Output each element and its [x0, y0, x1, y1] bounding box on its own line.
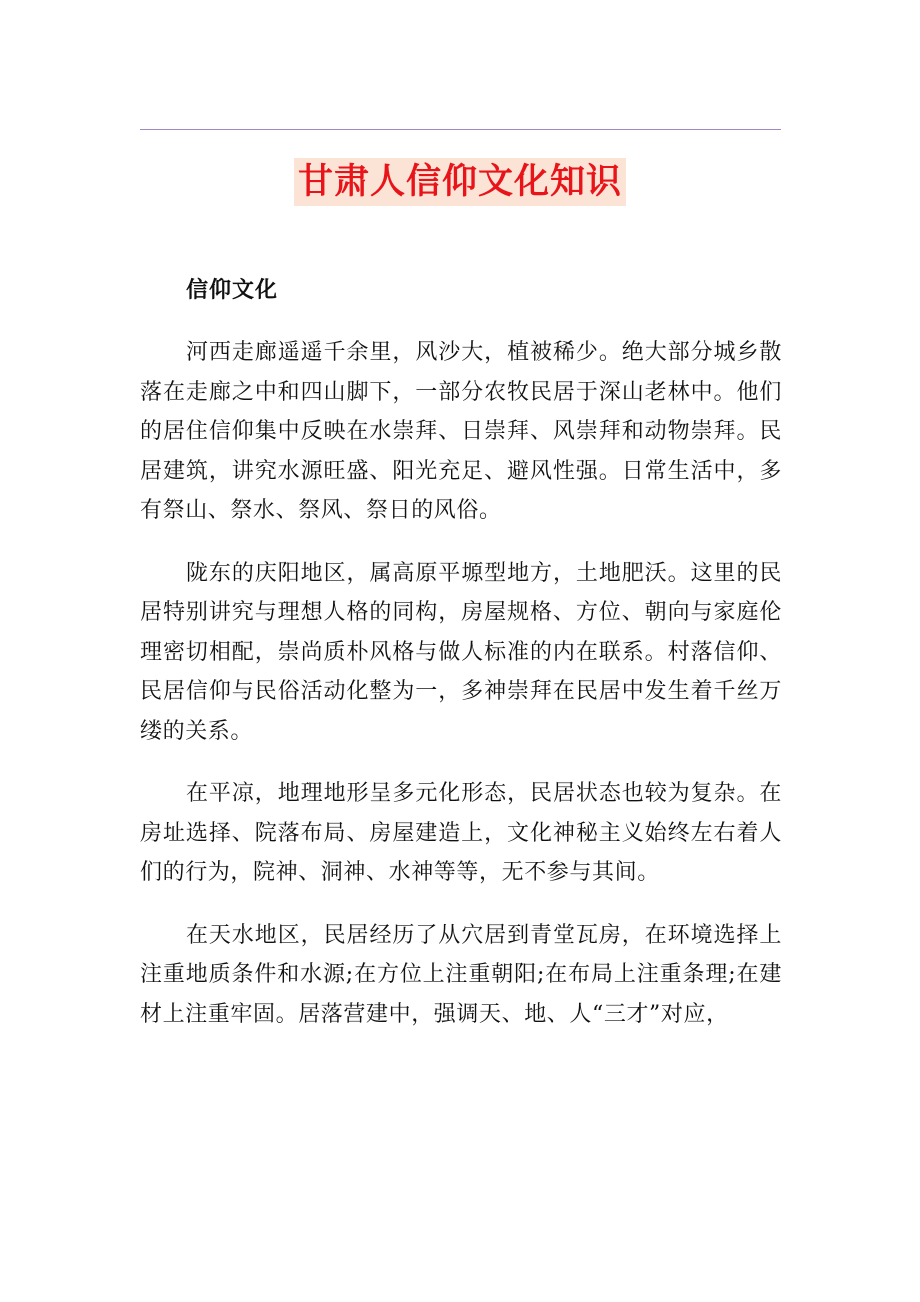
- document-title: 甘肃人信仰文化知识: [294, 158, 626, 206]
- title-container: [0, 158, 920, 206]
- header-rule: [140, 129, 781, 130]
- document-body: [140, 270, 782, 1034]
- paragraph-pingliang: 在平凉，地理地形呈多元化形态，民居状态也较为复杂。在房址选择、院落布局、房屋建造上，文化神秘主义始终左右着人们的行为，院神、洞神、水神等等，无不参与其间。: [140, 781, 782, 885]
- paragraph-hexi: 河西走廊遥遥千余里，风沙大，植被稀少。绝大部分城乡散落在走廊之中和四山脚下，一部分农牧民居于深山老林中。他们的居住信仰集中反映在水崇拜、日崇拜、风崇拜和动物崇拜。民居建筑，讲究水源旺盛、阳光充足、避风性强。日常生活中，多有祭山、祭水、祭风、祭日的风俗。: [140, 340, 782, 523]
- paragraph-longdong: 陇东的庆阳地区，属高原平塬型地方，土地肥沃。这里的民居特别讲究与理想人格的同构，房屋规格、方位、朝向与家庭伦理密切相配，崇尚质朴风格与做人标准的内在联系。村落信仰、民居信仰与民俗活动化整为一，多神崇拜在民居中发生着千丝万缕的关系。: [140, 560, 782, 744]
- paragraph-tianshui: 在天水地区，民居经历了从穴居到青堂瓦房，在环境选择上注重地质条件和水源;在方位上注重朝阳;在布局上注重条理;在建材上注重牢固。居落营建中，强调天、地、人“三才”对应，: [140, 922, 782, 1027]
- section-heading: 信仰文化: [186, 277, 279, 303]
